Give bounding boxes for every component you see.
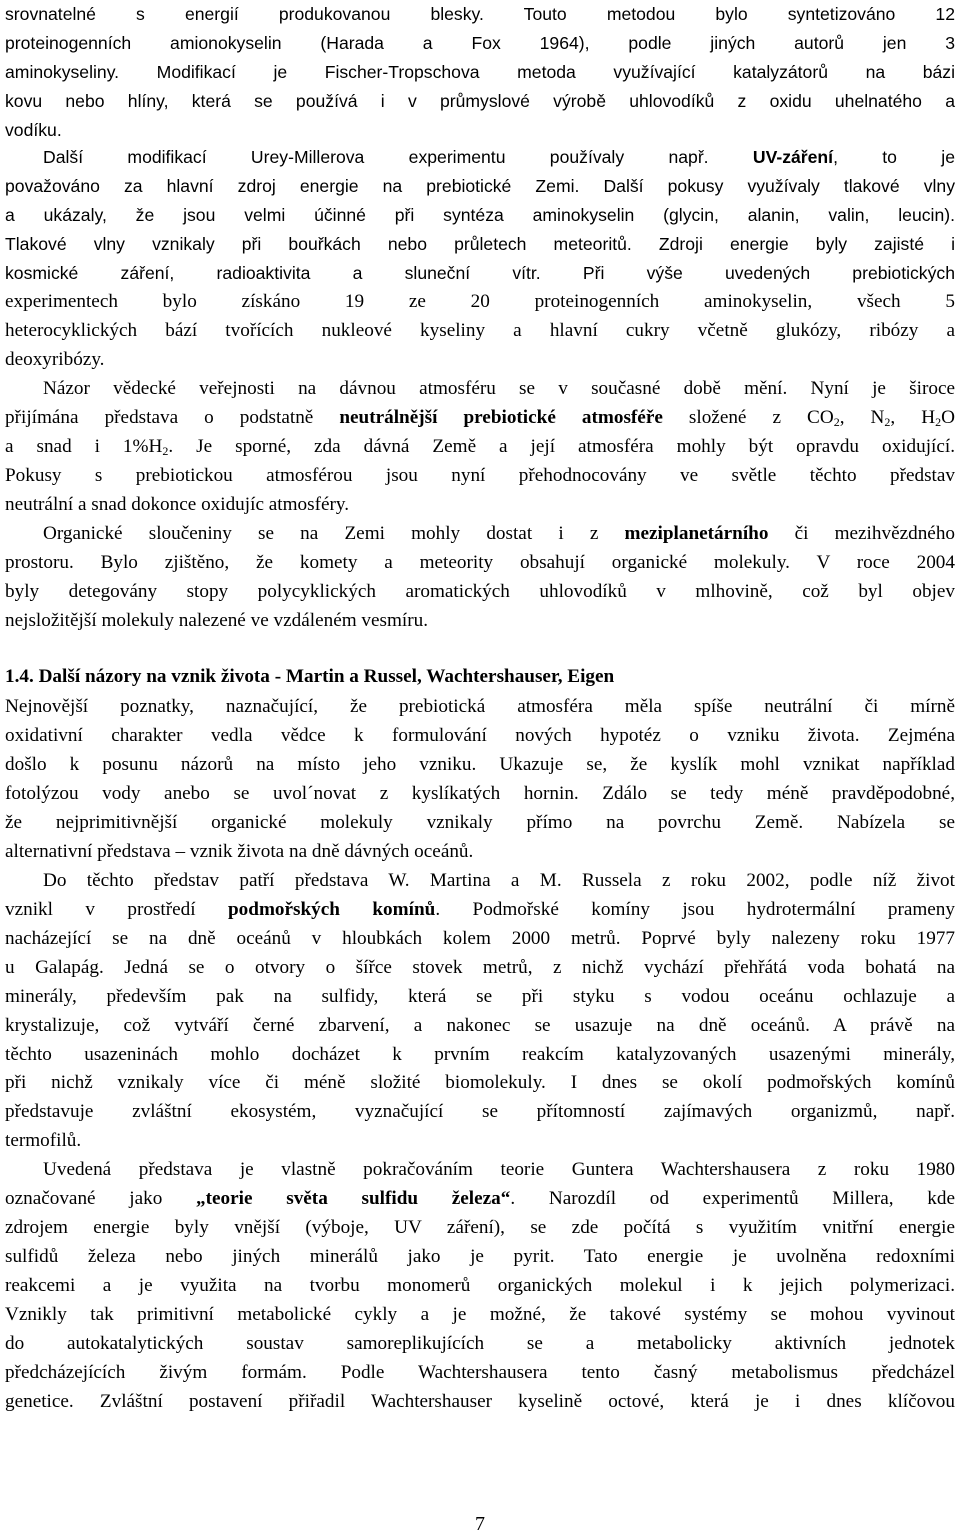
text-segment: sulfidů železa nebo jiných minerálů jako je pyrit. Tato energie je uvolněna redoxními — [5, 1246, 955, 1267]
text-segment: nejsložitější molekuly nalezené ve vzdáleném vesmíru. — [5, 610, 429, 631]
text-segment: minerály, především pak na sulfidy, která se při styku s vodou oceánu ochlazuje a — [5, 986, 955, 1007]
text-segment: Do těchto představ patří představa W. Martina a M. Russela z roku 2002, podle níž život — [43, 870, 955, 891]
text-segment: kovu nebo hlíny, která se používá i v průmyslové výrobě uhlovodíků z oxidu uhelnatého a — [5, 91, 955, 111]
text-segment: došlo k posunu názorů na místo jeho vzniku. Ukazuje se, že kyslík mohl vznikat například — [5, 754, 955, 775]
text-line — [5, 287, 955, 316]
text-line — [5, 1011, 955, 1040]
text-line — [5, 721, 955, 750]
text-segment: složené z CO — [662, 407, 834, 428]
text-segment: považováno za hlavní zdroj energie na prebiotické Zemi. Další pokusy využívaly tlakové vlny — [5, 176, 955, 196]
text-line — [5, 172, 955, 201]
text-line — [5, 1097, 955, 1126]
subscript: 2 — [935, 415, 942, 429]
text-segment: u Galapág. Jedná se o otvory o šířce stovek metrů, z nichž vychází přehřátá voda bohatá na — [5, 957, 955, 978]
subscript: 2 — [884, 415, 891, 429]
text-segment: Vznikly tak primitivní metabolické cykly a je možné, že takové systémy se mohou vyvinout — [5, 1304, 955, 1325]
text-line — [5, 1358, 955, 1387]
text-segment: genetice. Zvláštní postavení přiřadil Wachtershauser kyselině octové, která je i dnes klíčovou — [5, 1391, 955, 1412]
text-segment: do autokatalytických soustav samoreplikujících se a metabolicky aktivních jednotek — [5, 1333, 955, 1354]
text-segment: alternativní představa – vznik života na dně dávných oceánů. — [5, 841, 474, 862]
text-segment: označované jako — [5, 1188, 197, 1209]
text-line — [5, 58, 955, 87]
text-segment: reakcemi a je využita na tvorbu monomerů organických molekul i k jejich polymerizaci. — [5, 1275, 955, 1296]
bold-text: UV-záření — [752, 147, 834, 167]
bold-text: meziplanetárního — [624, 523, 769, 544]
text-line — [5, 1242, 955, 1271]
text-segment: kosmické záření, radioaktivita a sluneční vítr. Při výše uvedených prebiotických — [5, 263, 955, 283]
text-segment: krystalizuje, což vytváří černé zbarvení, a nakonec se usazuje na dně oceánů. A právě na — [5, 1015, 955, 1036]
bold-text: „teorie světa sulfidu železa“ — [196, 1188, 511, 1209]
section-heading — [5, 662, 955, 691]
bold-text: 1.4. Další názory na vznik života - Martin a Russel, Wachtershauser, Eigen — [5, 666, 615, 687]
text-segment: předcházejících živým formám. Podle Wachtershausera tento časný metabolismus předcházel — [5, 1362, 955, 1383]
text-line — [5, 1300, 955, 1329]
text-segment: Další modifikací Urey-Millerova experimentu používaly např. — [43, 147, 753, 167]
text-line — [5, 230, 955, 259]
text-line — [5, 143, 955, 172]
text-segment: proteinogenních amionokyselin (Harada a Fox 1964), podle jiných autorů jen 3 — [5, 33, 955, 53]
text-line — [5, 577, 955, 606]
text-segment: neutrální a snad dokonce oxidujíc atmosféry. — [5, 494, 350, 515]
text-line — [5, 779, 955, 808]
text-segment: Uvedená představa je vlastně pokračováním teorie Guntera Wachtershausera z roku 1980 — [43, 1159, 955, 1180]
text-line — [5, 982, 955, 1011]
text-segment: Organické sloučeniny se na Zemi mohly dostat i z — [43, 523, 625, 544]
text-segment: Názor vědecké veřejnosti na dávnou atmosféru se v současné době mění. Nyní je široce — [43, 378, 955, 399]
subscript: 2 — [833, 415, 840, 429]
text-segment: a ukázaly, že jsou velmi účinné při syntéza aminokyselin (glycin, alanin, valin, leucin). — [5, 205, 955, 225]
text-line — [5, 1040, 955, 1069]
text-segment: vodíku. — [5, 120, 62, 140]
text-line — [5, 490, 955, 519]
text-segment: fotolýzou vody anebo se uvol´novat z kyslíkatých hornin. Zdálo se tedy méně pravděpodobné, — [5, 783, 955, 804]
text-segment: představuje zvláštní ekosystém, vyznačující se přítomností zajímavých organizmů, např. — [5, 1101, 955, 1122]
text-segment: oxidativní charakter vedla vědce k formulování nových hypotéz o vzniku života. Zejména — [5, 725, 955, 746]
text-segment: nacházející se na dně oceánů v hloubkách kolem 2000 metrů. Poprvé byly nalezeny roku 1977 — [5, 928, 955, 949]
text-line — [5, 374, 955, 403]
bold-text: neutrálnější prebiotické atmosféře — [339, 407, 663, 428]
text-segment: či mezihvězdného — [768, 523, 956, 544]
text-segment: . Podmořské komíny jsou hydrotermální prameny — [435, 899, 955, 920]
text-line — [5, 1271, 955, 1300]
text-line — [5, 519, 955, 548]
text-segment: že nejprimitivnější organické molekuly vznikaly přímo na povrchu Země. Nabízela se — [5, 812, 955, 833]
text-line — [5, 895, 955, 924]
text-line — [5, 750, 955, 779]
subscript: 2 — [162, 444, 169, 458]
text-segment: , H — [890, 407, 936, 428]
text-line — [5, 0, 955, 29]
text-line — [5, 403, 955, 432]
text-line — [5, 29, 955, 58]
text-segment: . Narozdíl od experimentů Millera, kde — [510, 1188, 955, 1209]
text-line — [5, 432, 955, 461]
text-segment: heterocyklických bází tvořících nukleové kyseliny a hlavní cukry včetně glukózy, ribózy a — [5, 320, 955, 341]
text-segment: při nichž vznikaly více či méně složité biomolekuly. I dnes se okolí podmořských komínů — [5, 1072, 955, 1093]
text-line — [5, 1155, 955, 1184]
text-line — [5, 1068, 955, 1097]
text-line — [5, 692, 955, 721]
text-line — [5, 461, 955, 490]
text-segment: aminokyseliny. Modifikací je Fischer-Tropschova metoda využívající katalyzátorů na bázi — [5, 62, 955, 82]
text-line — [5, 1329, 955, 1358]
text-segment: těchto usazeninách mohlo docházet k prvním reakcím katalyzovaných usazenými minerály, — [5, 1044, 955, 1065]
text-line — [5, 866, 955, 895]
text-segment: a snad i 1%H — [5, 436, 163, 457]
text-line — [5, 1126, 955, 1155]
text-line — [5, 345, 955, 374]
text-segment: . Je sporné, zda dávná Země a její atmosféra mohly být opravdu oxidující. — [168, 436, 955, 457]
text-segment: deoxyribózy. — [5, 349, 105, 370]
text-segment: , N — [839, 407, 885, 428]
text-line — [5, 953, 955, 982]
text-line — [5, 259, 955, 288]
text-segment: O — [941, 407, 955, 428]
text-segment: prostoru. Bylo zjištěno, že komety a meteority obsahují organické molekuly. V roce 2004 — [5, 552, 955, 573]
text-line — [5, 1184, 955, 1213]
text-segment: Pokusy s prebiotickou atmosférou jsou nyní přehodnocovány ve světle těchto představ — [5, 465, 955, 486]
text-line — [5, 1387, 955, 1416]
text-line — [5, 808, 955, 837]
text-segment: byly detegovány stopy polycyklických aromatických uhlovodíků v mlhovině, což byl objev — [5, 581, 955, 602]
text-line — [5, 1213, 955, 1242]
text-segment: srovnatelné s energií produkovanou blesky. Touto metodou bylo syntetizováno 12 — [5, 4, 955, 24]
text-segment: Tlakové vlny vznikaly při bouřkách nebo průletech meteoritů. Zdroji energie byly zajisté i — [5, 234, 955, 254]
text-line — [5, 201, 955, 230]
text-segment: experimentech bylo získáno 19 ze 20 proteinogenních aminokyselin, všech 5 — [5, 291, 955, 312]
text-segment: vznikl v prostředí — [5, 899, 229, 920]
text-segment: termofilů. — [5, 1130, 82, 1151]
text-line — [5, 87, 955, 116]
page-number: 7 — [475, 1513, 485, 1535]
text-line — [5, 548, 955, 577]
text-line — [5, 924, 955, 953]
text-segment: Nejnovější poznatky, naznačující, že prebiotická atmosféra měla spíše neutrální či mírně — [5, 696, 955, 717]
bold-text: podmořských komínů — [228, 899, 436, 920]
text-line — [5, 316, 955, 345]
text-line — [5, 606, 955, 635]
text-segment: , to je — [833, 147, 955, 167]
text-segment: přijímána představa o podstatně — [5, 407, 340, 428]
text-line — [5, 116, 955, 145]
text-segment: zdrojem energie byly vnější (výboje, UV záření), se zde počítá s využitím vnitřní energie — [5, 1217, 955, 1238]
text-line — [5, 837, 955, 866]
